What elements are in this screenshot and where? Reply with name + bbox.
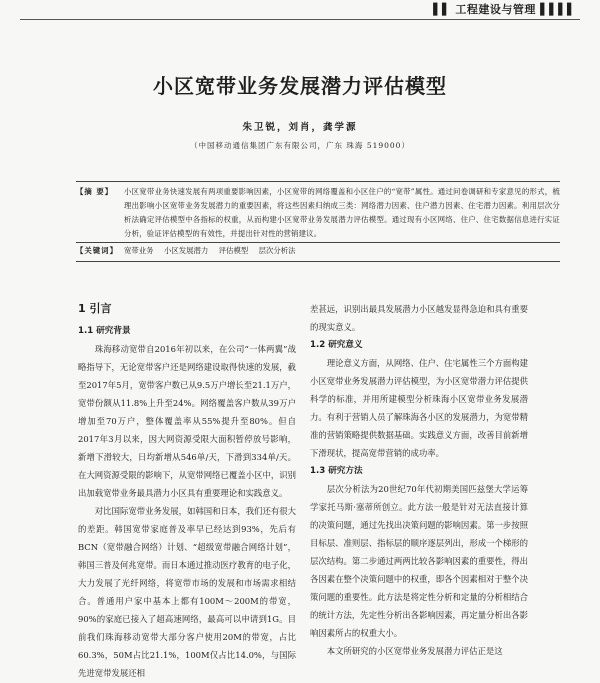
keyword: 层次分析法 — [258, 246, 296, 255]
abstract-row — [76, 185, 560, 241]
body-paragraph: 珠海移动宽带自2016年初以来，在公司“一体两翼”战略指导下，无论宽带客户还是网络建设取得快速的发展，截至2017年5月，宽带客户数已从9.5万户增长至21.1万户，宽带份额从11.8%上升至24%。网络覆盖客户数从39万户增加至70万户，整体覆盖率从55%提升至80%。但自2017年3月以来，因大网资源受限大面积暂停放号影响，新增下滑较大，日均新增从546单/天，下滑到334单/天。在大网资源受限的影响下，从宽带网络已覆盖小区中，识别出加载宽带业务最具潜力小区具有重要理论和实践意义。 — [78, 344, 296, 498]
left-column — [78, 300, 296, 682]
subsection-title-background: 1.1 研究背景 — [78, 326, 131, 336]
paper-authors: 朱卫锐，刘肖，龚学源 — [242, 122, 358, 133]
header-divider — [20, 19, 580, 20]
subsection-title-method: 1.3 研究方法 — [310, 466, 363, 476]
keyword: 评估模型 — [218, 246, 249, 255]
keywords-list — [124, 244, 304, 258]
right-column — [310, 300, 528, 660]
abstract-box — [76, 181, 560, 262]
abstract-text: 小区宽带业务快速发展有两项重要影响因素，小区宽带的网络覆盖和小区住户的“宽带”属性。通过问卷调研和专家意见的形式，梳理出影响小区宽带业务发展潜力的重要因素，将这些因素归纳成三类：网络潜力因素、住户潜力因素、住宅潜力因素。利用层次分析法确定评估模型中各指标的权重，从而构建小区宽带业务发展潜力评估模型。通过现有小区网络、住户、住宅数据信息进行实证分析，验证评估模型的有效性，并提出针对性的营销建议。 — [124, 187, 560, 238]
body-paragraph: 理论意义方面，从网络、住户、住宅属性三个方面构建小区宽带业务发展潜力评估模型，为小区宽带潜力评估提供科学的标准，并用所建模型分析珠海小区宽带业务发展潜力。有利于营销人员了解珠海各小区的发展潜力，为宽带精准的营销策略提供数据基础。实践意义方面，改善目前新增下滑现状，提高宽带营销的成功率。 — [310, 358, 528, 458]
keywords-row — [76, 242, 560, 258]
body-paragraph-continuation: 差甚远，识别出最具发展潜力小区越发显得急迫和具有重要的现实意义。 — [310, 304, 528, 332]
body-paragraph: 层次分析法为20世纪70年代初期美国匹兹堡大学运筹学家托马斯·塞蒂所创立。此方法一般是针对无法直接计算的决策问题，通过先找出决策问题的影响因素。第一步按照目标层、准则层、指标层的顺序逐层列出，形成一个梯形的层次结构。第二步通过两两比较各影响因素的重要性，得出各因素在整个决策问题中的权重，即各个因素相对于整个决策问题的重要性。此方法是将定性分析和定量的分析相结合的统计方法，先定性分析出各影响因素，再定量分析出各影响因素所占的权重大小。 — [310, 484, 528, 638]
section-title-introduction: 1 引言 — [78, 302, 112, 315]
paper-affiliation: （中国移动通信集团广东有限公司，广东 珠海 519000） — [190, 141, 410, 150]
abstract-label: 【摘 要】 — [76, 187, 114, 196]
keyword: 小区发展潜力 — [163, 246, 209, 255]
journal-header — [0, 0, 600, 22]
keywords-label: 【关键词】 — [76, 246, 118, 255]
paper-title: 小区宽带业务发展潜力评估模型 — [153, 74, 447, 98]
body-paragraph: 本文所研究的小区宽带业务发展潜力评估正是这 — [326, 646, 503, 656]
journal-section-tag: ▌▌ 工程建设与管理 ▌▌▌▌ — [433, 3, 576, 16]
subsection-title-significance: 1.2 研究意义 — [310, 340, 363, 350]
body-paragraph: 对比国际宽带业务发展，如韩国和日本，我们还有很大的差距。韩国宽带家庭普及率早已经达到93%，先后有BCN（宽带融合网络）计划、“超级宽带融合网络计划”，韩国三普及何兆宽带。而日本通过推动医疗教育的电子化，大力发展了光纤网络，将宽带市场的发展和市场需求相结合。普通用户家中基本上都有100M～200M的带宽，90%的家庭已接入了超高速网络，最高可以申请到1G。目前我们珠海移动宽带大部分客户使用20M的带宽，占比60.3%，50M占比21.1%，100M仅占比14.0%，与国际先进宽带发展还相 — [78, 506, 296, 678]
keyword: 宽带业务 — [124, 246, 154, 255]
